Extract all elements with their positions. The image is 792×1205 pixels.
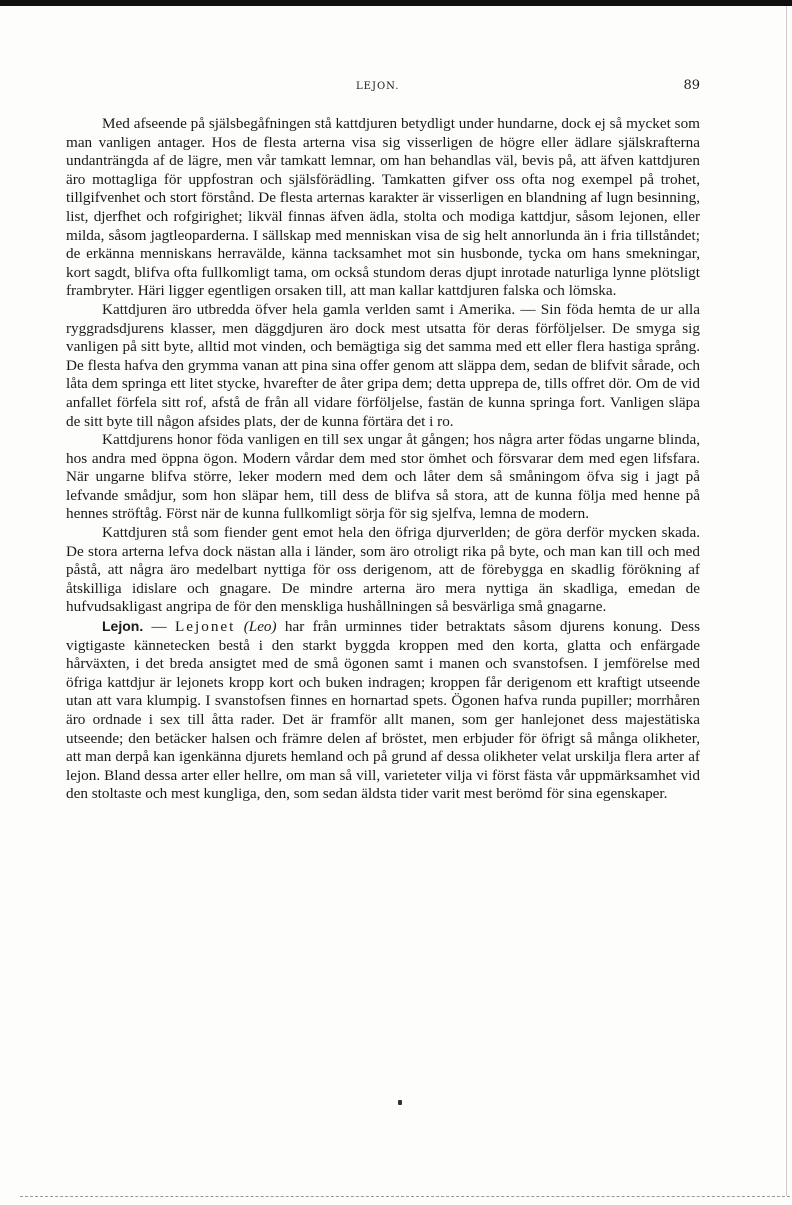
page-header [66, 78, 700, 98]
heading-dash: — [143, 618, 175, 636]
lion-description: har från urminnes tider betraktats såsom djurens konung. Dess vigtigaste kännetecken bestå i den starkt byggda kroppen med den korta, glatta och enfärgade hårväxten, i det breda ansigtet med de små ögonen samt i manen och svanstofsen. I jemförelse med öfriga kattdjur är lejonets kropp kort och buken indragen; kroppen får derigenom ett kraftigt utseende utan att vara klumpig. I svanstofsen finnes en hornartad spets. Ögonen hafva runda pupiller; morrhåren äro ordnade i sex till åtta rader. Det är framför allt manen, som ger hanlejonet dess majestätiska utseende; den betäcker halsen och främre delen af bröstet, men erbjuder för öfrigt så många olikheter, att man derpå kan igenkänna djurets hemland och på grund af dessa olikheter velat urskilja flera arter af lejon. Bland dessa arter eller hellre, om man så vill, varieteter vilja vi först fästa vår uppmärksamhet vid den stoltaste och mest kungliga, den, som sedan äldsta tider varit mest berömd för sina egenskaper. [66, 618, 700, 803]
printer-mark [398, 1100, 402, 1105]
running-title: LEJON. [356, 81, 400, 92]
section-heading-lion: Lejon. [102, 618, 144, 635]
paragraph-enemies: Kattdjuren stå som fiender gent emot hela den öfriga djurverlden; de göra derför mycken skada. De stora arterna lefva dock nästan alla i länder, som äro otroligt rika på byte, och man kan till och med påstå, att några äro medelbart nyttiga för oss derigenom, att de förebygga en skadlig förökning af åtskilliga idislare och gnagare. De mindre arterna äro mera nyttiga än skadliga, emedan de hufvudsakligast angripa de för den menskliga hushållningen så besvärliga små gnagarne. [66, 524, 700, 616]
paragraph-offspring: Kattdjurens honor föda vanligen en till sex ungar åt gången; hos några arter födas ungarne blinda, hos andra med öppna ögon. Modern vårdar dem med stor ömhet och försvarar dem med egen lifsfara. När ungarne blifva större, leker modern med dem och låter dem så småningom öfva sig i jagt på lefvande smådjur, som hon släpar hem, till dess de blifva så stora, att de kunna följa med henne på hennes ströftåg. Först när de kunna fullkomligt sörja för sig sjelfva, lemna de modern. [66, 431, 700, 523]
latin-name: (Leo) [243, 618, 277, 636]
scan-top-border [0, 0, 792, 6]
paragraph-intelligence: Med afseende på själsbegåfningen stå kattdjuren betydligt under hundarne, dock ej så mycket som man vanligen antager. Hos de flesta arterna visa sig visserligen de högre eller ädlare själskrafterna undanträngda af de lägre, men vår tamkatt lemnar, om han behandlas väl, bevis på, att äfven kattdjuren äro mottagliga för uppfostran och själsförädling. Tamkatten gifver oss ofta nog exempel på trohet, tillgifvenhet och stort förstånd. De flesta arternas karakter är visserligen en blandning af lugn besinning, list, djerfhet och rofgirighet; likväl finnas äfven ädla, stolta och modiga kattdjur, såsom lejonen, eller milda, såsom jagtleoparderna. I sällskap med menniskan visa de sig helt annorlunda än i fria tillståndet; de erkänna menniskans herravälde, känna tacksamhet mot sin husbonde, tycka om hans smekningar, kort sagdt, blifva ofta fullkomligt tama, om också stundom deras djupt inrotade naturliga lynne plötsligt frambryter. Häri ligger egentligen orsaken till, att man kallar kattdjuren falska och lömska. [66, 115, 700, 300]
page-number: 89 [683, 78, 700, 93]
page-edge [786, 6, 787, 1196]
paragraph-lion [66, 617, 700, 804]
body-text [66, 115, 700, 804]
paragraph-distribution: Kattdjuren äro utbredda öfver hela gamla verlden samt i Amerika. — Sin föda hemta de ur alla ryggradsdjurens klasser, men däggdjuren äro dock mest utsatta för deras förföljelser. De smyga sig vanligen på sitt byte, alltid mot vinden, och bemägtiga sig det samma med ett eller flera hastiga språng. De flesta hafva den grymma vanan att pina sina offer genom att släppa dem, sedan de blifvit sårade, och låta dem springa ett litet stycke, hvarefter de åter gripa dem; detta upprepa de, tills offret dör. Om de vid anfallet förfela sitt rof, afstå de från all vidare förföljelse, fastän de kunna springa fort. Vanligen släpa de sitt byte till någon afsides plats, der de kunna förtära det i ro. [66, 300, 700, 430]
lion-name: Lejonet [175, 618, 236, 636]
scan-bottom-border [20, 1196, 790, 1197]
